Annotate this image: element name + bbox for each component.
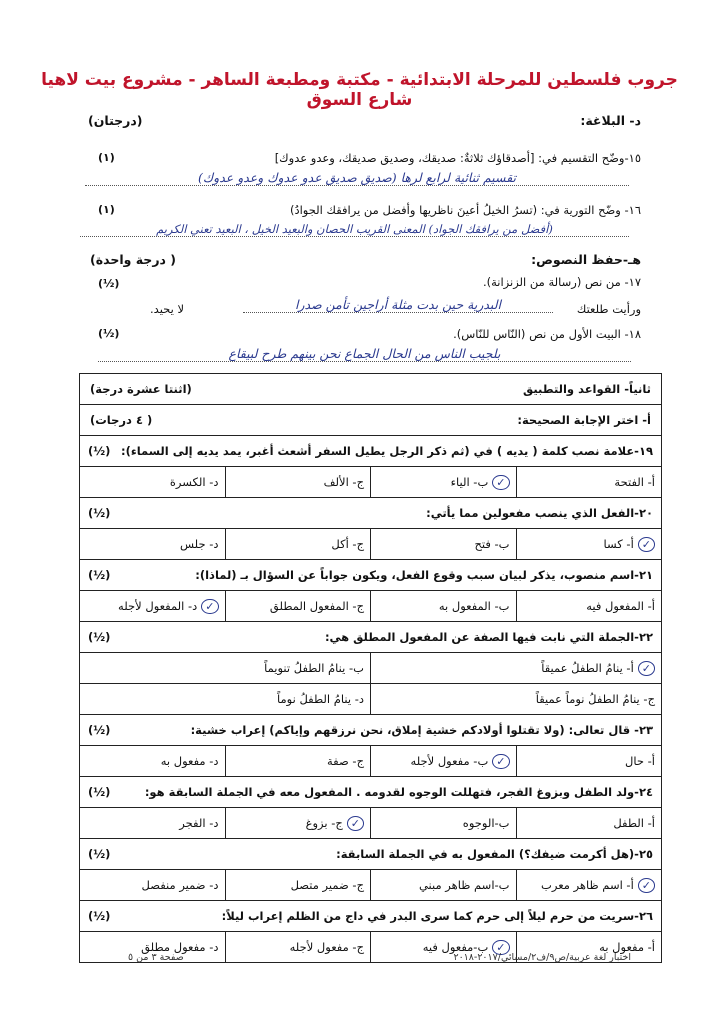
circled-answer: ✓	[638, 661, 655, 676]
part-two-header	[80, 374, 661, 405]
question-17-line-end: لا يحيد.	[150, 302, 185, 316]
circled-answer: ✓	[492, 754, 509, 769]
question-15-mark: (١)	[98, 151, 115, 164]
question-text: ٢١-اسم منصوب، يذكر لبيان سبب وقوع الفعل، ويكون جواباً عن السؤال بـ (لماذا):	[195, 568, 653, 582]
circled-answer: ✓	[492, 475, 509, 490]
option[interactable]: د- ضمير منفصل	[141, 878, 219, 892]
section-title: هـ-حفظ النصوص:	[531, 252, 641, 267]
question-row	[80, 622, 661, 653]
question-15: ١٥-وضّح التقسيم في: [أصدقاؤك ثلاثةٌ: صديقك، وصديق صديقك، وعدو عدوك]	[274, 151, 641, 165]
question-17: ١٧- من نص (رسالة من الزنزانة).	[482, 275, 641, 289]
answer-15: تقسيم ثنائية لرابع لرها (صديق صديق عدو عدوك وعدو عدوك)	[85, 170, 629, 186]
question-text: ٢٤-ولد الطفل وبزوغ الفجر، فتهللت الوجوه لقدومه . المفعول معه في الجملة السابقة هو:	[144, 785, 653, 799]
option[interactable]: ✓ ب- مفعول لأجله	[370, 746, 516, 776]
option[interactable]: د- مفعول مطلق	[141, 940, 219, 954]
option[interactable]: ✓ ج- بزوغ	[225, 808, 371, 838]
option[interactable]: ب- المفعول به	[370, 591, 516, 621]
option[interactable]: أ- حال	[516, 746, 662, 776]
options-row	[80, 870, 661, 901]
option[interactable]: ج- ينامُ الطفلُ نوماً عميقاً	[370, 684, 661, 714]
option[interactable]: ج- مفعول لأجله	[225, 932, 371, 962]
question-mark: (½)	[88, 847, 111, 861]
circled-answer: ✓	[492, 940, 509, 955]
question-17-line-start: ورأيت طلعتك	[576, 302, 641, 316]
section-a-header	[80, 405, 661, 436]
question-row	[80, 436, 661, 467]
option[interactable]: د- الفجر	[179, 816, 219, 830]
page-header: جروب فلسطين للمرحلة الابتدائية - مكتبة ومطبعة الساهر - مشروع بيت لاهيا شارع السوق	[41, 70, 678, 110]
question-row	[80, 839, 661, 870]
options-row	[80, 653, 661, 684]
circled-answer: ✓	[638, 537, 655, 552]
option[interactable]: أ- مفعول به	[516, 932, 662, 962]
circled-answer: ✓	[201, 599, 218, 614]
option[interactable]: أ- الطفل	[516, 808, 662, 838]
options-row	[80, 529, 661, 560]
option[interactable]: ج- المفعول المطلق	[225, 591, 371, 621]
question-17-mark: (½)	[98, 277, 120, 290]
answer-16: (أفضل من يرافقك الجواد) المعنى القريب الحصان والبعيد الخيل ، البعيد تعني الكريم	[80, 222, 629, 237]
question-row	[80, 498, 661, 529]
option[interactable]: ب- ينامُ الطفلُ تنويماً	[264, 661, 364, 675]
option[interactable]: أ- الفتحة	[516, 467, 662, 497]
answer-17: البدرية حين بدت مثلة أراجين تأمن صدرا	[243, 297, 553, 313]
question-row	[80, 560, 661, 591]
exam-code: اختبار لغة عربية/ص٩/ف٢/مسائي/٢٠١٧-٢٠١٨	[453, 952, 631, 963]
circled-answer: ✓	[347, 816, 364, 831]
option[interactable]: ✓ أ- اسم ظاهر معرب	[516, 870, 662, 900]
question-text: ٢٠-الفعل الذي ينصب مفعولين مما يأتي:	[426, 506, 653, 520]
option[interactable]: ب-الوجوه	[370, 808, 516, 838]
question-row	[80, 715, 661, 746]
question-18: ١٨- البيت الأول من نص (النّاس للنّاس).	[453, 327, 641, 341]
option[interactable]: د- جلس	[179, 537, 219, 551]
options-row	[80, 808, 661, 839]
section-marks: (درجتان)	[88, 113, 143, 128]
question-mark: (½)	[88, 568, 111, 582]
question-text: ٢٢-الجملة التي نابت فيها الصفة عن المفعول المطلق هي:	[324, 630, 653, 644]
section-title: د- البلاغة:	[580, 113, 641, 128]
option[interactable]: د- ينامُ الطفلُ نوماً	[277, 692, 364, 706]
question-16-mark: (١)	[98, 203, 115, 216]
option[interactable]: ج- ضمير متصل	[225, 870, 371, 900]
question-row	[80, 777, 661, 808]
question-mark: (½)	[88, 785, 111, 799]
options-row	[80, 746, 661, 777]
option[interactable]: ب-اسم ظاهر مبني	[370, 870, 516, 900]
section-a-marks: ( ٤ درجات)	[90, 413, 153, 427]
question-text: ٢٣- قال تعالى: (ولا تقتلوا أولادكم خشية إملاق، نحن نرزقهم وإياكم) إعراب خشية:	[190, 723, 653, 737]
option[interactable]: ✓ أ- ينامُ الطفلُ عميقاً	[370, 653, 661, 683]
question-mark: (½)	[88, 506, 111, 520]
question-mark: (½)	[88, 909, 111, 923]
option[interactable]: ج- أكل	[225, 529, 371, 559]
option[interactable]: ✓ ب- الياء	[370, 467, 516, 497]
question-mark: (½)	[88, 630, 111, 644]
section-a-title: أ- اختر الإجابة الصحيحة:	[517, 413, 651, 427]
options-row	[80, 467, 661, 498]
option[interactable]: د- مفعول به	[160, 754, 219, 768]
option[interactable]: د- الكسرة	[169, 475, 219, 489]
option[interactable]: ج- الألف	[225, 467, 371, 497]
section-marks: ( درجة واحدة)	[90, 252, 176, 267]
answer-18: بلجيب الناس من الحال الجماع نحن بينهم طرح لبيقاع	[98, 346, 631, 362]
part-two-marks: (اثنتا عشرة درجة)	[90, 382, 192, 396]
circled-answer: ✓	[638, 878, 655, 893]
option[interactable]: ب- فتح	[370, 529, 516, 559]
part-two-title: ثانياً- القواعد والتطبيق	[523, 382, 651, 396]
grammar-section	[79, 373, 662, 963]
option[interactable]: أ- المفعول فيه	[516, 591, 662, 621]
question-text: ١٩-علامة نصب كلمة ( يديه ) في (ثم ذكر الرجل يطيل السفر أشعث أغبر، يمد يديه إلى السماء):	[120, 444, 653, 458]
question-text: ٢٥-(هل أكرمت ضيفك؟) المفعول به في الجملة السابقة:	[336, 847, 653, 861]
question-mark: (½)	[88, 723, 111, 737]
question-text: ٢٦-سريت من حرم ليلاً إلى حرم كما سرى البدر في داج من الظلم إعراب ليلاً:	[221, 909, 653, 923]
page-number: صفحة ٣ من ٥	[128, 952, 184, 963]
option[interactable]: ج- صفة	[225, 746, 371, 776]
question-18-mark: (½)	[98, 327, 120, 340]
option[interactable]: ✓ أ- كسا	[516, 529, 662, 559]
options-row	[80, 684, 661, 715]
options-row	[80, 591, 661, 622]
question-16: ١٦- وضّح التورية في: (تسرُ الخيلُ أعينَ ناظريها وأفضل من يرافقك الجوادُ)	[290, 203, 641, 217]
option[interactable]: ✓ د- المفعول لأجله	[80, 591, 225, 621]
option[interactable]: ✓ ب-مفعول فيه	[370, 932, 516, 962]
question-row	[80, 901, 661, 932]
question-mark: (½)	[88, 444, 111, 458]
